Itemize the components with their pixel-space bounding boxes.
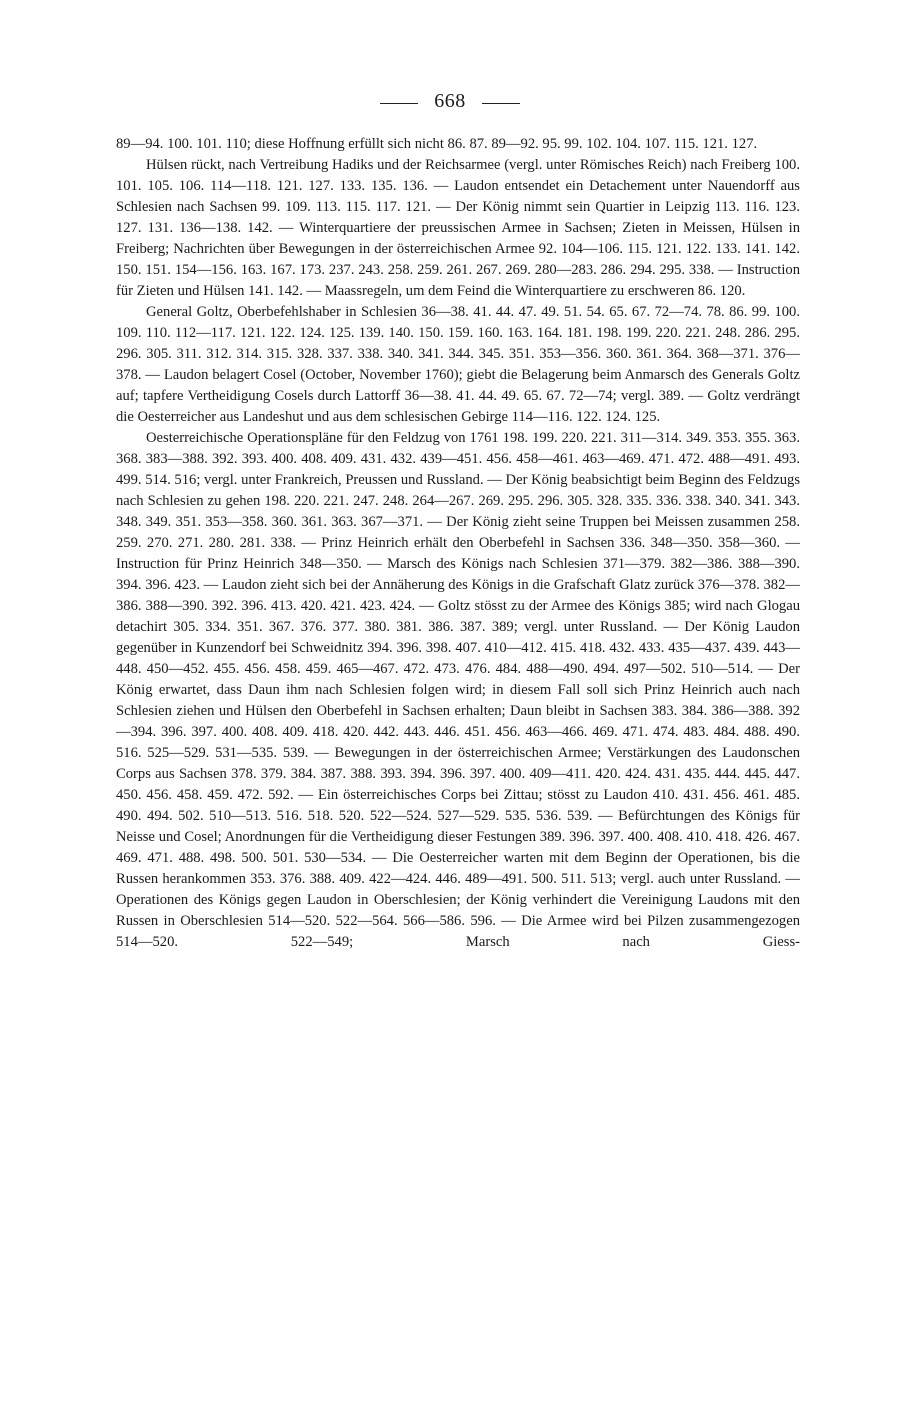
paragraph: General Goltz, Oberbefehlshaber in Schlesien 36—38. 41. 44. 47. 49. 51. 54. 65. 67. 72—74. 78. 86. 99. 100. 109. 110. 112—117. 121. 122. 124. 125. 139. 140. 150. 159. 160. 163. 164. 181. 198. 199. 220. 221. 248. 286. 295. 296. 305. 311. 312. 314. 315. 328. 337. 338. 340. 341. 344. 345. 351. 353—356. 360. 361. 364. 368—371. 376—378. — Laudon belagert Cosel (October, November 1760); giebt die Belagerung beim Anmarsch des Generals Goltz auf; tapfere Vertheidigung Cosels durch Lattorff 36—38. 41. 44. 49. 65. 67. 72—74; vergl. 389. — Goltz verdrängt die Oesterreicher aus Landeshut und aus dem schlesischen Gebirge 114—116. 122. 124. 125. bbox=[116, 304, 800, 425]
paragraph: Oesterreichische Operationspläne für den Feldzug von 1761 198. 199. 220. 221. 311—314. 349. 353. 355. 363. 368. 383—388. 392. 393. 400. 408. 409. 431. 432. 439—451. 456. 458—461. 463—469. 471. 472. 488—491. 493. 499. 514. 516; vergl. unter Frankreich, Preussen und Russland. — Der König beabsichtigt beim Beginn des Feldzugs nach Schlesien zu gehen 198. 220. 221. 247. 248. 264—267. 269. 295. 296. 305. 328. 335. 336. 338. 340. 341. 343. 348. 349. 351. 353—358. 360. 361. 363. 367—371. — Der König zieht seine Truppen bei Meissen zusammen 258. 259. 270. 271. 280. 281. 338. — Prinz Heinrich erhält den Oberbefehl in Sachsen 336. 348—350. 358—360. — Instruction für Prinz Heinrich 348—350. — Marsch des Königs nach Schlesien 371—379. 382—386. 388—390. 394. 396. 423. — Laudon zieht sich bei der Annäherung des Königs in die Grafschaft Glatz zurück 376—378. 382—386. 388—390. 392. 396. 413. 420. 421. 423. 424. — Goltz stösst zu der Armee des Königs 385; wird nach Glogau detachirt 305. 334. 351. 367. 376. 377. 380. 381. 386. 387. 389; vergl. unter Russland. — Der König Laudon gegenüber in Kunzendorf bei Schweidnitz 394. 396. 398. 407. 410—412. 415. 418. 432. 433. 435—437. 439. 443—448. 450—452. 455. 456. 458. 459. 465—467. 472. 473. 476. 484. 488—490. 494. 497—502. 510—514. — Der König erwartet, dass Daun ihm nach Schlesien folgen wird; in diesem Fall soll sich Prinz Heinrich auch nach Schlesien ziehen und Hülsen den Oberbefehl in Sachsen erhalten; Daun bleibt in Sachsen 383. 384. 386—388. 392—394. 396. 397. 400. 408. 409. 418. 420. 442. 443. 446. 451. 456. 463—466. 469. 471. 474. 483. 484. 488. 490. 516. 525—529. 531—535. 539. — Bewegungen in der österreichischen Armee; Verstärkungen des Laudonschen Corps aus Sachsen 378. 379. 384. 387. 388. 393. 394. 396. 397. 400. 409—411. 420. 424. 431. 435. 444. 445. 447. 450. 456. 458. 459. 472. 592. — Ein österreichisches Corps bei Zittau; stösst zu Laudon 410. 431. 456. 461. 485. 490. 494. 502. 510—513. 516. 518. 520. 522—524. 527—529. 535. 536. 539. — Befürchtungen des Königs für Neisse und Cosel; Anordnungen für die Vertheidigung dieser Festungen 389. 396. 397. 400. 408. 410. 418. 426. 467. 469. 471. 488. 498. 500. 501. 530—534. — Die Oesterreicher warten mit dem Beginn der Operationen, bis die Russen herankommen 353. 376. 388. 409. 422—424. 446. 489—491. 500. 511. 513; vergl. auch unter Russland. — Operationen des Königs gegen Laudon in Oberschlesien; der König verhindert die Vereinigung Laudons mit den Russen in Oberschlesien 514—520. 522—564. 566—586. 596. — Die Armee wird bei Pilzen zusammengezogen 514—520. 522—549; Marsch nach Giess- bbox=[116, 430, 800, 950]
header-rule-right bbox=[482, 103, 520, 104]
header-rule-left bbox=[380, 103, 418, 104]
page-number: 668 bbox=[434, 89, 466, 112]
page-header bbox=[0, 86, 900, 116]
page-body bbox=[116, 134, 800, 953]
paragraph: Hülsen rückt, nach Vertreibung Hadiks und der Reichsarmee (vergl. unter Römisches Reich) nach Freiberg 100. 101. 105. 106. 114—118. 121. 127. 133. 135. 136. — Laudon entsendet ein Detachement unter Nauendorff aus Schlesien nach Sachsen 99. 109. 113. 115. 117. 121. — Der König nimmt sein Quartier in Leipzig 113. 116. 123. 127. 131. 136—138. 142. — Winterquartiere der preussischen Armee in Sachsen; Zieten in Meissen, Hülsen in Freiberg; Nachrichten über Bewegungen in der österreichischen Armee 92. 104—106. 115. 121. 122. 133. 141. 142. 150. 151. 154—156. 163. 167. 173. 237. 243. 258. 259. 261. 267. 269. 280—283. 286. 294. 295. 338. — Instruction für Zieten und Hülsen 141. 142. — Maassregeln, um dem Feind die Winterquartiere zu erschweren 86. 120. bbox=[116, 157, 800, 299]
paragraph: 89—94. 100. 101. 110; diese Hoffnung erfüllt sich nicht 86. 87. 89—92. 95. 99. 102. 104. 107. 115. 121. 127. bbox=[116, 136, 758, 152]
